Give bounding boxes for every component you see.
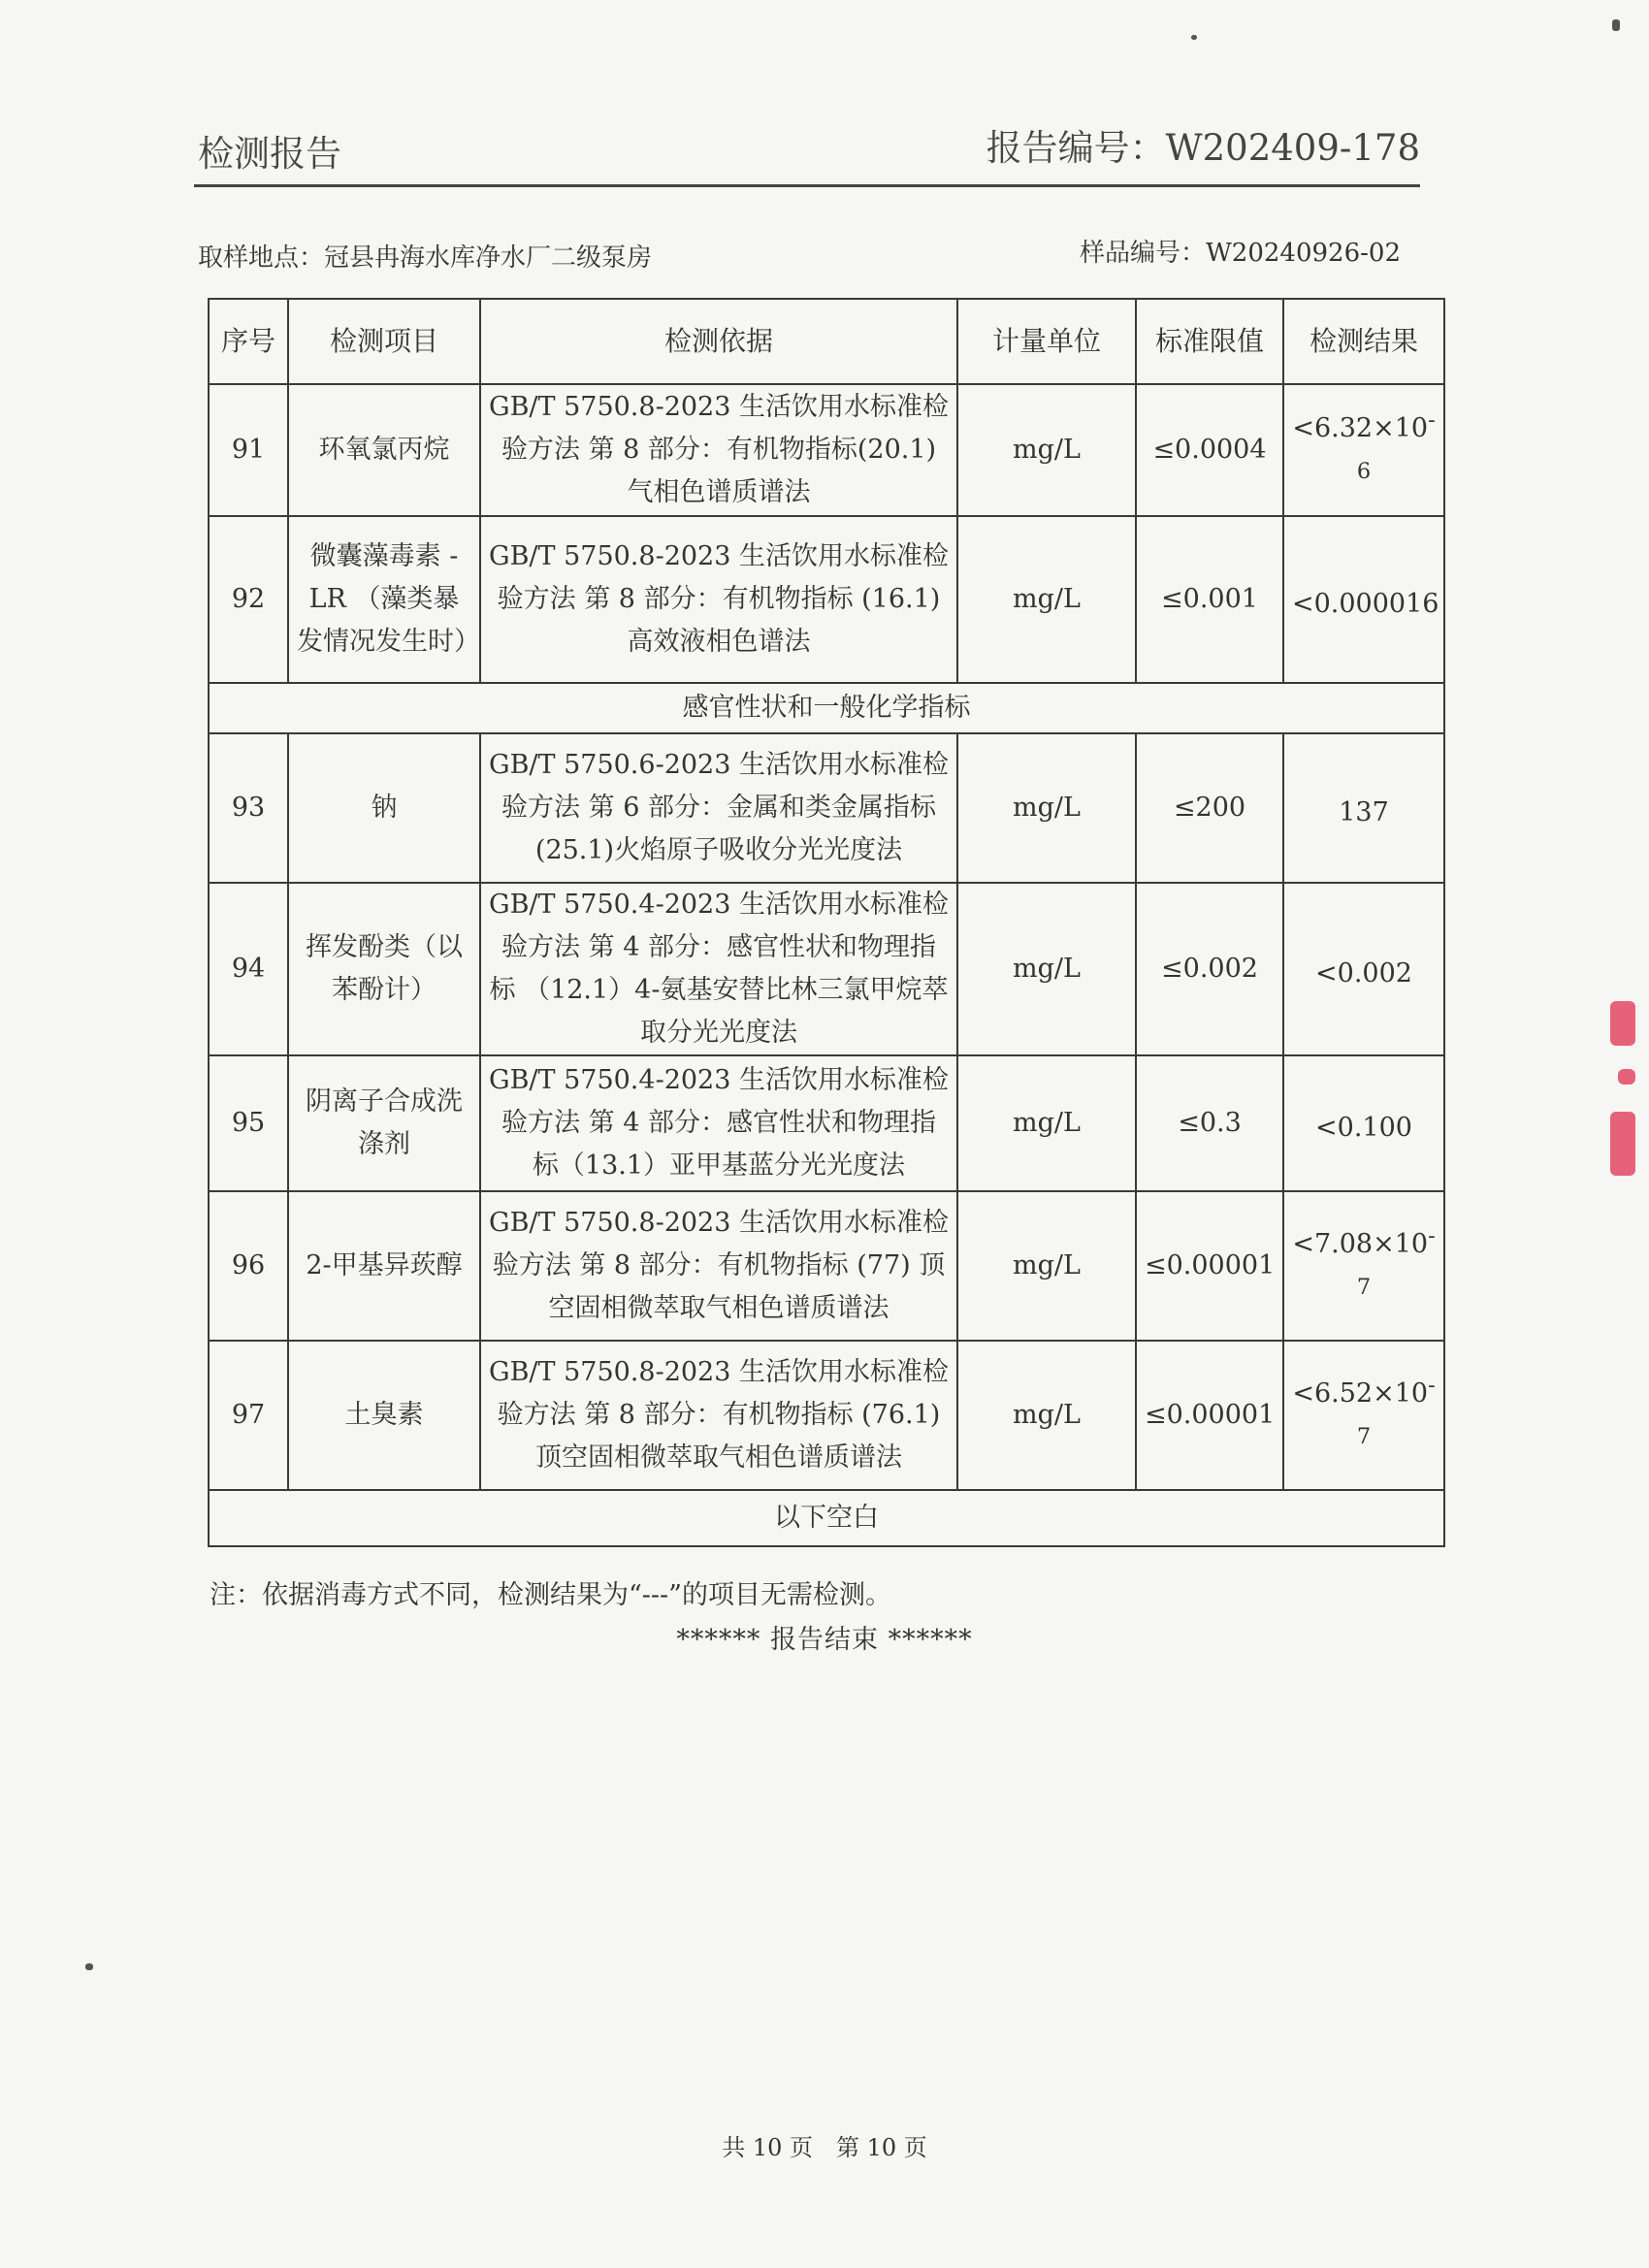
seal-edge-mark <box>1610 1001 1635 1046</box>
cell-result <box>1283 384 1444 516</box>
result-value: <7.08×10 <box>1292 1229 1429 1259</box>
cell-unit: mg/L <box>957 883 1136 1055</box>
report-number-value: W202409-178 <box>1165 127 1420 169</box>
result-value: <0.100 <box>1315 1112 1412 1143</box>
cell-item: 阴离子合成洗涤剂 <box>288 1055 480 1191</box>
scan-speck <box>1612 19 1620 31</box>
cell-limit: ≤0.00001 <box>1136 1191 1283 1341</box>
cell-method: GB/T 5750.8-2023 生活饮用水标准检验方法 第 8 部分：有机物指标(20.1)气相色谱质谱法 <box>480 384 957 516</box>
cell-unit: mg/L <box>957 1055 1136 1191</box>
sample-number <box>1080 233 1401 269</box>
report-number-label: 报告编号： <box>986 127 1166 169</box>
cell-no: 94 <box>209 883 288 1055</box>
sample-number-value: W20240926-02 <box>1206 239 1401 268</box>
cell-method: GB/T 5750.4-2023 生活饮用水标准检验方法 第 4 部分：感官性状和物理指标（13.1）亚甲基蓝分光光度法 <box>480 1055 957 1191</box>
cell-result <box>1283 1341 1444 1490</box>
cell-result <box>1283 733 1444 883</box>
result-value: <0.000016 <box>1292 588 1439 619</box>
results-table <box>208 298 1445 1547</box>
cell-result <box>1283 1191 1444 1341</box>
report-end-marker: ****** 报告结束 ****** <box>676 1625 973 1655</box>
cell-unit: mg/L <box>957 384 1136 516</box>
footnote: 注：依据消毒方式不同，检测结果为“---”的项目无需检测。 <box>210 1580 891 1610</box>
header-divider <box>194 184 1420 187</box>
result-value: <6.52×10 <box>1292 1378 1429 1409</box>
cell-method: GB/T 5750.8-2023 生活饮用水标准检验方法 第 8 部分：有机物指标 (16.1) 高效液相色谱法 <box>480 516 957 683</box>
cell-method: GB/T 5750.4-2023 生活饮用水标准检验方法 第 4 部分：感官性状和物理指标 （12.1）4-氨基安替比林三氯甲烷萃取分光光度法 <box>480 883 957 1055</box>
table-header-row <box>209 299 1444 384</box>
table-row <box>209 733 1444 883</box>
table-row <box>209 883 1444 1055</box>
table-row <box>209 1055 1444 1191</box>
sampling-location <box>198 238 652 274</box>
cell-item: 土臭素 <box>288 1341 480 1490</box>
cell-item: 挥发酚类（以苯酚计） <box>288 883 480 1055</box>
seal-edge-mark <box>1610 1112 1635 1176</box>
table-row <box>209 516 1444 683</box>
tail-row <box>209 1490 1444 1546</box>
cell-item: 环氧氯丙烷 <box>288 384 480 516</box>
result-value: <6.32×10 <box>1292 413 1429 443</box>
cell-item: 2-甲基异莰醇 <box>288 1191 480 1341</box>
col-header-method: 检测依据 <box>480 299 957 384</box>
cell-no: 96 <box>209 1191 288 1341</box>
cell-unit: mg/L <box>957 733 1136 883</box>
page-indicator: 共 10 页 第 10 页 <box>722 2134 927 2161</box>
document-title: 检测报告 <box>198 133 341 175</box>
sampling-location-value: 冠县冉海水库净水厂二级泵房 <box>324 243 653 273</box>
col-header-limit: 标准限值 <box>1136 299 1283 384</box>
sampling-location-label: 取样地点： <box>198 243 325 273</box>
scan-speck <box>1191 35 1197 40</box>
col-header-result: 检测结果 <box>1283 299 1444 384</box>
cell-no: 97 <box>209 1341 288 1490</box>
cell-limit: ≤200 <box>1136 733 1283 883</box>
cell-limit: ≤0.0004 <box>1136 384 1283 516</box>
cell-item: 钠 <box>288 733 480 883</box>
cell-unit: mg/L <box>957 1191 1136 1341</box>
cell-limit: ≤0.001 <box>1136 516 1283 683</box>
section-row <box>209 683 1444 733</box>
cell-limit: ≤0.3 <box>1136 1055 1283 1191</box>
cell-no: 93 <box>209 733 288 883</box>
report-number <box>986 118 1420 171</box>
cell-unit: mg/L <box>957 516 1136 683</box>
table-row <box>209 1191 1444 1341</box>
cell-limit: ≤0.002 <box>1136 883 1283 1055</box>
section-heading: 感官性状和一般化学指标 <box>209 683 1444 733</box>
result-exponent: -7 <box>1356 1223 1436 1300</box>
cell-method: GB/T 5750.8-2023 生活饮用水标准检验方法 第 8 部分：有机物指标 (77) 顶空固相微萃取气相色谱质谱法 <box>480 1191 957 1341</box>
cell-item: 微囊藻毒素 -LR （藻类暴发情况发生时） <box>288 516 480 683</box>
cell-unit: mg/L <box>957 1341 1136 1490</box>
cell-result <box>1283 516 1444 683</box>
cell-result <box>1283 1055 1444 1191</box>
cell-method: GB/T 5750.6-2023 生活饮用水标准检验方法 第 6 部分：金属和类金属指标 (25.1)火焰原子吸收分光光度法 <box>480 733 957 883</box>
sample-number-label: 样品编号： <box>1080 239 1207 268</box>
col-header-unit: 计量单位 <box>957 299 1136 384</box>
seal-edge-mark <box>1618 1069 1635 1085</box>
result-exponent: -7 <box>1356 1373 1436 1449</box>
scan-speck <box>85 1963 93 1970</box>
result-value: 137 <box>1339 796 1389 827</box>
col-header-no: 序号 <box>209 299 288 384</box>
cell-result <box>1283 883 1444 1055</box>
result-exponent: -6 <box>1356 407 1436 484</box>
blank-below-label: 以下空白 <box>209 1490 1444 1546</box>
col-header-item: 检测项目 <box>288 299 480 384</box>
cell-method: GB/T 5750.8-2023 生活饮用水标准检验方法 第 8 部分：有机物指标 (76.1) 顶空固相微萃取气相色谱质谱法 <box>480 1341 957 1490</box>
table-row <box>209 1341 1444 1490</box>
cell-no: 95 <box>209 1055 288 1191</box>
table-row <box>209 384 1444 516</box>
cell-limit: ≤0.00001 <box>1136 1341 1283 1490</box>
cell-no: 91 <box>209 384 288 516</box>
result-value: <0.002 <box>1315 957 1412 988</box>
cell-no: 92 <box>209 516 288 683</box>
